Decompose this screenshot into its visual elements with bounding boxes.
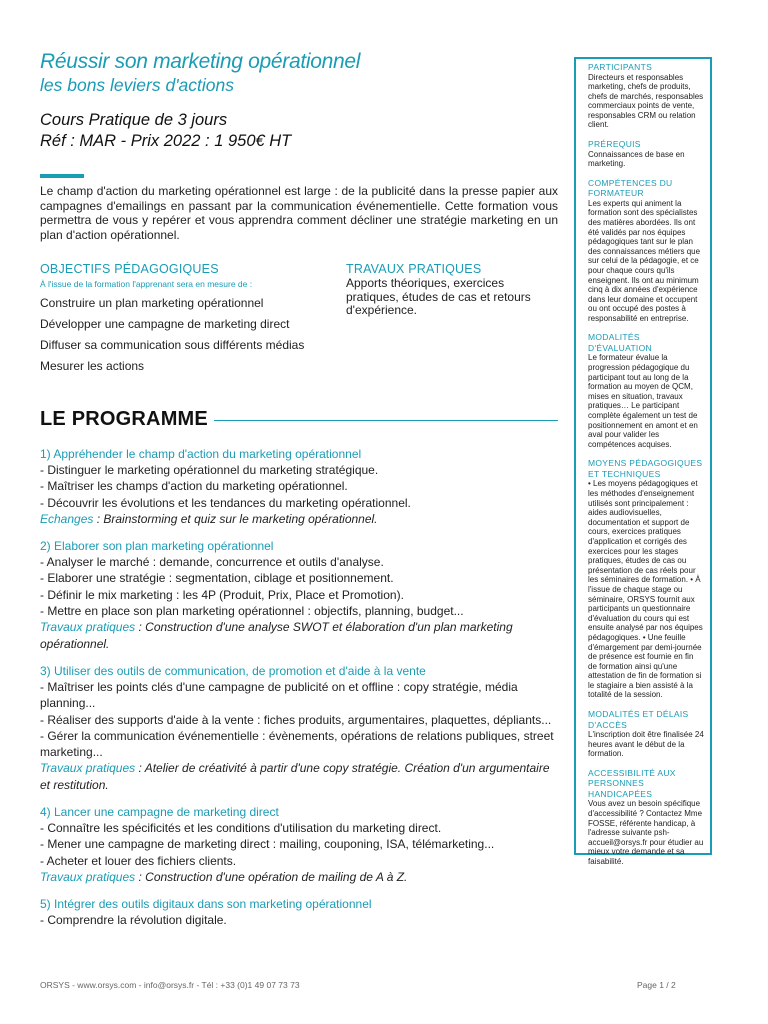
sidebar-section-text: • Les moyens pédagogiques et les méthodes d'enseignement utilisés sont principalement : aides audiovisuelles, documentation et support de cours, exercices pratiques d'application et corrigés des exercices pour les stages pratiques, études de cas ou présentation de cas réels pour les séminaires de formation. • À l'issue de chaque stage ou séminaire, ORSYS fournit aux participants un questionnaire d'évaluation du cours qui est ensuite analysé par nos équipes pédagogiques. • Une feuille d'émargement par demi-journée de présence est fournie en fin de formation ainsi qu'une attestation de fin de formation si le stagiaire a bien assisté à la totalité de la session. [588, 479, 703, 700]
module-item: - Elaborer une stratégie : segmentation, ciblage et positionnement. [40, 571, 394, 586]
objective-item: Mesurer les actions [40, 359, 145, 373]
sidebar-section-text: Le formateur évalue la progression pédagogique du participant tout au long de la formation au moyen de QCM, mises en situation, travaux pratiques… Le participant complète également un test de positionnement en amont et en aval pour valider les compétences acquises. [588, 353, 698, 449]
module-item: - Mener une campagne de marketing direct : mailing, couponing, ISA, télémarketing... [40, 837, 495, 852]
programme-heading [40, 408, 558, 431]
course-subtitle: les bons leviers d'actions [40, 75, 234, 95]
module-item: - Maîtriser les champs d'action du marketing opérationnel. [40, 479, 348, 494]
objectives-section [40, 262, 346, 374]
sidebar-teaching-means [588, 458, 704, 700]
objective-item: Développer une campagne de marketing direct [40, 317, 290, 331]
sidebar-accessibility [588, 768, 704, 867]
module-item: - Définir le mix marketing : les 4P (Produit, Prix, Place et Promotion). [40, 587, 404, 602]
programme-module [40, 447, 558, 527]
sidebar-section-title: MOYENS PÉDAGOGIQUES ET TECHNIQUES [588, 458, 703, 479]
programme-modules [40, 447, 558, 929]
sidebar-section-title: MODALITÉS D'ÉVALUATION [588, 332, 652, 353]
module-item: - Connaître les spécificités et les conditions d'utilisation du marketing direct. [40, 821, 442, 836]
course-info [40, 110, 558, 152]
sidebar-section-title: COMPÉTENCES DU FORMATEUR [588, 177, 673, 199]
accent-divider [40, 174, 84, 178]
exercise-text: : Atelier de créativité à partir d'une copy stratégie. Création d'un argumentaire et restitution. [40, 761, 550, 792]
module-title: 2) Elaborer son plan marketing opérationnel [40, 539, 274, 554]
sidebar-prerequisites [588, 139, 704, 169]
sidebar-section-title: MODALITÉS ET DÉLAIS D'ACCÈS [588, 709, 689, 730]
exercise-label: Travaux pratiques [40, 869, 136, 884]
programme-module [40, 664, 558, 793]
sidebar-section-text: Connaissances de base en marketing. [588, 149, 685, 169]
module-item: - Découvrir les évolutions et les tendances du marketing opérationnel. [40, 495, 411, 510]
sidebar-trainer-skills [588, 178, 704, 324]
module-item: - Gérer la communication événementielle : évènements, opérations de relations publiques, street marketing... [40, 728, 554, 760]
module-title: 5) Intégrer des outils digitaux dans son marketing opérationnel [40, 897, 372, 912]
exercise-label: Echanges [40, 511, 94, 526]
module-item: - Acheter et louer des fichiers clients. [40, 853, 237, 868]
exercise-label: Travaux pratiques [40, 620, 136, 635]
course-title: Réussir son marketing opérationnel [40, 50, 361, 73]
module-exercise [40, 869, 558, 885]
sidebar-section-title: PARTICIPANTS [588, 62, 653, 72]
main-column [40, 50, 558, 929]
module-item: - Distinguer le marketing opérationnel du marketing stratégique. [40, 463, 379, 477]
course-reference: Réf : MAR - Prix 2022 : 1 950€ HT [40, 132, 292, 150]
sidebar-section-text: Les experts qui animent la formation sont des spécialistes des matières abordées. Ils ont été validés par nos équipes pédagogiques tant sur le plan des connaissances métiers que sur celui de la pédagogie, et ce pour chaque cours qu'ils enseignent. Ils ont au minimum cinq à dix années d'expérience dans leur domaine et occupent ou ont occupé des postes à responsabilité en entreprise. [588, 198, 701, 323]
module-exercise [40, 619, 558, 652]
course-duration: Cours Pratique de 3 jours [40, 111, 228, 129]
objectives-title: OBJECTIFS PÉDAGOGIQUES [40, 262, 219, 276]
module-item: - Comprendre la révolution digitale. [40, 913, 227, 928]
exercise-text: : Construction d'une opération de mailing de A à Z. [135, 869, 408, 884]
sidebar-section-text: Directeurs et responsables marketing, chefs de produits, chefs de marchés, responsables commerciaux points de vente, responsables CRM ou relation client. [588, 72, 704, 130]
module-exercise [40, 760, 558, 793]
module-item: - Maîtriser les points clés d'une campagne de publicité on et offline : copy stratégie, média planning... [40, 679, 518, 711]
objectives-note: À l'issue de la formation l'apprenant sera en mesure de : [40, 279, 253, 289]
objective-item: Construire un plan marketing opérationnel [40, 296, 264, 310]
practical-title: TRAVAUX PRATIQUES [346, 262, 482, 276]
module-title: 3) Utiliser des outils de communication, de promotion et d'aide à la vente [40, 663, 426, 678]
module-exercise [40, 511, 558, 527]
sidebar-evaluation [588, 332, 704, 449]
objectives-practical-row [40, 262, 558, 374]
module-title: 1) Appréhender le champ d'action du marketing opérationnel [40, 447, 362, 461]
info-sidebar [574, 57, 712, 866]
sidebar-section-title: PRÉREQUIS [588, 139, 641, 150]
exercise-text: : Construction d'une analyse SWOT et élaboration d'un plan marketing opérationnel. [40, 620, 513, 651]
module-item: - Mettre en place son plan marketing opérationnel : objectifs, planning, budget... [40, 604, 464, 619]
exercise-text: : Brainstorming et quiz sur le marketing opérationnel. [93, 511, 378, 526]
footer-contact: ORSYS - www.orsys.com - info@orsys.fr - Tél : +33 (0)1 49 07 73 73 [40, 980, 300, 990]
sidebar-participants [588, 62, 704, 130]
sidebar-access [588, 709, 704, 759]
programme-module [40, 805, 558, 885]
sidebar-section-text: L'inscription doit être finalisée 24 heures avant le début de la formation. [588, 730, 704, 759]
module-title: 4) Lancer une campagne de marketing direct [40, 805, 279, 820]
programme-module [40, 897, 558, 928]
sidebar-section-title: ACCESSIBILITÉ AUX PERSONNES HANDICAPÉES [588, 767, 676, 799]
intro-paragraph: Le champ d'action du marketing opérationnel est large : de la publicité dans la presse papier aux campagnes d'emailings en passant par la communication événementielle. Cette formation vous permettra de vous y repérer et vous apprendra comment décliner une stratégie marketing en un plan d'action opérationnel. [40, 184, 558, 242]
objective-item: Diffuser sa communication sous différents médias [40, 338, 305, 352]
exercise-label: Travaux pratiques [40, 761, 136, 776]
module-item: - Analyser le marché : demande, concurrence et outils d'analyse. [40, 555, 384, 570]
programme-module [40, 539, 558, 652]
module-item: - Réaliser des supports d'aide à la vente : fiches produits, argumentaires, plaquettes, dépliants... [40, 712, 552, 727]
practical-text: Apports théoriques, exercices pratiques, études de cas et retours d'expérience. [346, 276, 531, 317]
sidebar-section-text: Vous avez un besoin spécifique d'accessibilité ? Contactez Mme FOSSE, référente handicap, à l'adresse suivante psh-accueil@orsys.fr pour étudier au mieux votre demande et sa faisabilité. [588, 799, 704, 866]
programme-title: LE PROGRAMME [40, 408, 208, 430]
practical-section [346, 262, 558, 374]
programme-divider [214, 420, 558, 421]
page-number: Page 1 / 2 [637, 980, 676, 990]
